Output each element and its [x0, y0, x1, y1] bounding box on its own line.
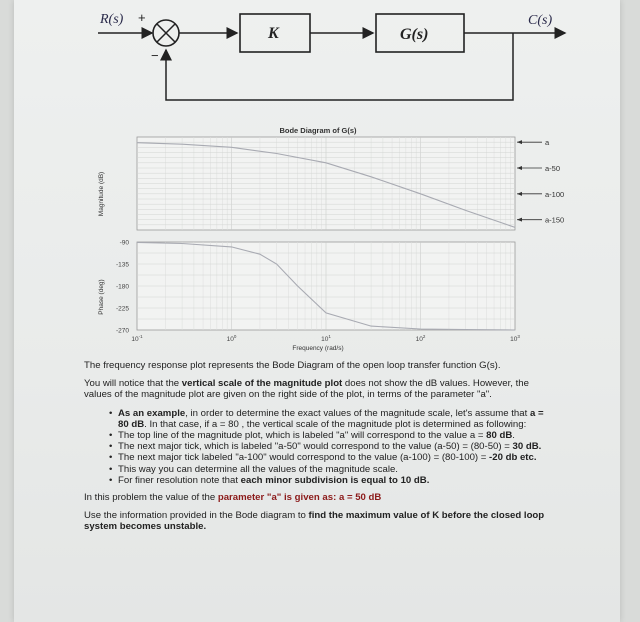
phase-tick-label: -225: [115, 305, 129, 313]
text-bold: As an example: [118, 407, 186, 419]
parameter-a-value: parameter "a" is given as: a = 50 dB: [217, 492, 382, 504]
list-item: [118, 452, 554, 463]
frequency-tick-label: $10^0$: [226, 334, 237, 343]
text-bold: find the maximum value of K before the closed loop system becomes unstable.: [84, 510, 545, 533]
text-span: .: [512, 430, 515, 442]
text-span: You will notice that the: [84, 378, 182, 390]
text-bold: a = 80 dB: [118, 407, 544, 430]
paragraph-intro: The frequency response plot represents the Bode Diagram of the open loop transfer function G(s).: [84, 360, 501, 371]
phase-tick-label: -180: [115, 283, 129, 291]
paragraph-question: [84, 510, 554, 532]
output-label: C(s): [528, 13, 553, 28]
frequency-tick-label: $10^{-1}$: [131, 334, 143, 343]
magnitude-annotation-label: a-100: [545, 189, 565, 199]
minus-sign: −: [151, 48, 159, 63]
plant-label: G(s): [400, 26, 429, 43]
plus-sign: +: [138, 10, 146, 25]
text-span: For finer resolution note that: [118, 474, 241, 486]
text-bold: -20 db etc.: [489, 452, 537, 464]
phase-plot: [116, 240, 520, 344]
feedback-block-diagram: [0, 0, 640, 110]
annotation-arrow-head: [517, 166, 522, 170]
frequency-tick-label: $10^3$: [510, 334, 520, 343]
text-bold: 30 dB.: [512, 441, 542, 453]
text-span: . In that case, if a = 80 , the vertical scale of the magnitude plot is determined as following:: [144, 418, 527, 430]
paragraph-scale-note: [84, 378, 554, 400]
magnitude-ylabel: Magnitude (dB): [98, 171, 105, 217]
paragraph-given-a: [84, 492, 554, 503]
feedback-path: [166, 33, 513, 100]
list-item: [118, 475, 554, 486]
magnitude-annotation-label: a-50: [545, 164, 561, 173]
phase-ylabel: Phase (deg): [98, 279, 105, 315]
problem-text: [84, 360, 554, 540]
frequency-xlabel: Frequency (rad/s): [292, 345, 344, 352]
magnitude-annotation-label: a-150: [545, 215, 565, 225]
text-span: This way you can determine all the values of the magnitude scale.: [118, 463, 398, 475]
list-item: [118, 430, 554, 441]
annotation-arrow-head: [517, 140, 522, 144]
text-span: In this problem the value of the: [84, 492, 218, 504]
list-item: [118, 441, 554, 452]
input-label: R(s): [100, 12, 124, 27]
text-span: The next major tick, which is labeled "a-50" would correspond to the value (a-50) = (80-50) =: [118, 441, 513, 453]
phase-tick-label: -270: [115, 327, 129, 335]
magnitude-annotation-label: a: [545, 138, 550, 148]
controller-label: K: [268, 25, 279, 42]
text-bold: vertical scale of the magnitude plot: [181, 378, 343, 390]
list-item: [118, 408, 554, 430]
frequency-tick-label: $10^2$: [415, 334, 426, 343]
annotation-arrow-head: [517, 192, 522, 196]
annotation-arrow-head: [517, 218, 522, 222]
example-bullet-list: [84, 408, 554, 486]
frequency-tick-label: $10^1$: [321, 334, 331, 343]
text-span: The top line of the magnitude plot, which is labeled "a" will correspond to the value a =: [118, 430, 487, 442]
phase-tick-label: -135: [115, 261, 129, 269]
phase-tick-label: -90: [119, 239, 129, 247]
bode-title: Bode Diagram of G(s): [279, 126, 357, 135]
text-span: , in order to determine the exact values of the magnitude scale, let's assume that: [185, 407, 530, 419]
list-item: [118, 464, 554, 475]
text-bold: each minor subdivision is equal to 10 dB.: [240, 474, 430, 486]
summing-junction: [153, 20, 179, 46]
text-span: Use the information provided in the Bode diagram to: [84, 510, 309, 522]
text-span: The next major tick labeled "a-100" would correspond to the value (a-100) = (80-100) =: [118, 452, 490, 464]
text-span: does not show the dB values. However, the values of the magnitude plot are given on the right side of the plot, in terms of the parameter "a".: [84, 378, 529, 401]
magnitude-plot: [137, 137, 564, 230]
text-bold: 80 dB: [486, 430, 513, 442]
bode-diagram: [0, 112, 640, 362]
